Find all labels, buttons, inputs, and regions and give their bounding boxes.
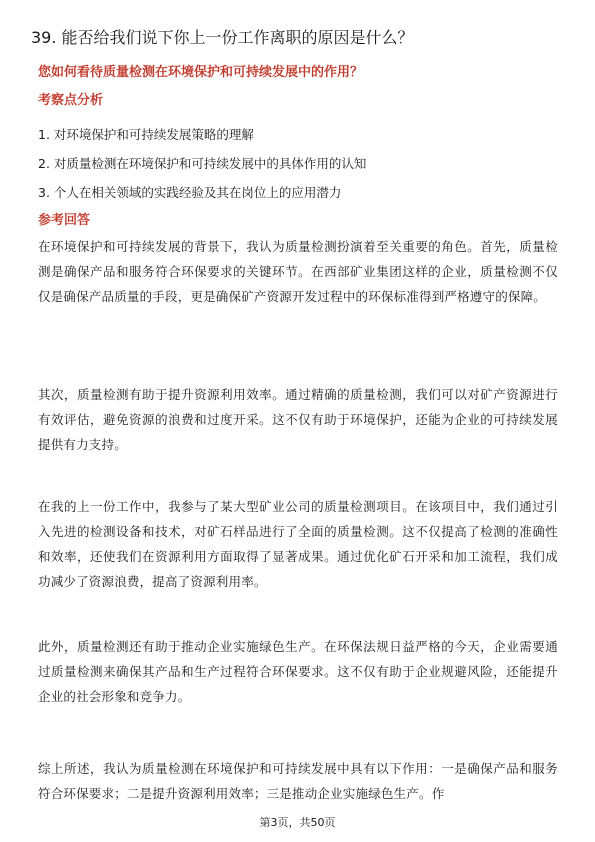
question-title: 39. 能否给我们说下你上一份工作离职的原因是什么？ — [31, 28, 414, 47]
analysis-heading: 考察点分析 — [38, 93, 104, 108]
page-number: 第3页，共50页 — [259, 816, 336, 829]
sub-question: 您如何看待质量检测在环境保护和可持续发展中的作用？ — [38, 65, 364, 80]
answer-paragraph: 此外，质量检测还有助于推动企业实施绿色生产。在环保法规日益严格的今天，企业需要通过质量检测来确保其产品和生产过程符合环保要求。这不仅有助于企业规避风险，还能提升企业的社会形象和竞争力。 — [38, 639, 558, 704]
analysis-list — [38, 120, 366, 207]
answer-paragraph: 在我的上一份工作中，我参与了某大型矿业公司的质量检测项目。在该项目中，我们通过引入先进的检测设备和技术，对矿石样品进行了全面的质量检测。这不仅提高了检测的准确性和效率，还使我们在资源利用方面取得了显著成果。通过优化矿石开采和加工流程，我们成功减少了资源浪费，提高了资源利用率。 — [38, 499, 558, 589]
list-item: 3. 个人在相关领域的实践经验及其在岗位上的应用潜力 — [38, 185, 342, 200]
list-item: 1. 对环境保护和可持续发展策略的理解 — [38, 127, 254, 142]
answer-paragraph: 在环境保护和可持续发展的背景下，我认为质量检测扮演着至关重要的角色。首先，质量检测是确保产品和服务符合环保要求的关键环节。在西部矿业集团这样的企业，质量检测不仅仅是确保产品质量的手段，更是确保矿产资源开发过程中的环保标准得到严格遵守的保障。 — [38, 239, 558, 304]
list-item: 2. 对质量检测在环境保护和可持续发展中的具体作用的认知 — [38, 156, 367, 171]
reference-heading: 参考回答 — [38, 213, 91, 228]
answer-paragraph: 综上所述，我认为质量检测在环境保护和可持续发展中具有以下作用：一是确保产品和服务符合环保要求；二是提升资源利用效率；三是推动企业实施绿色生产。作 — [38, 761, 558, 801]
answer-paragraph: 其次，质量检测有助于提升资源利用效率。通过精确的质量检测，我们可以对矿产资源进行有效评估，避免资源的浪费和过度开采。这不仅有助于环境保护，还能为企业的可持续发展提供有力支持。 — [38, 387, 558, 452]
